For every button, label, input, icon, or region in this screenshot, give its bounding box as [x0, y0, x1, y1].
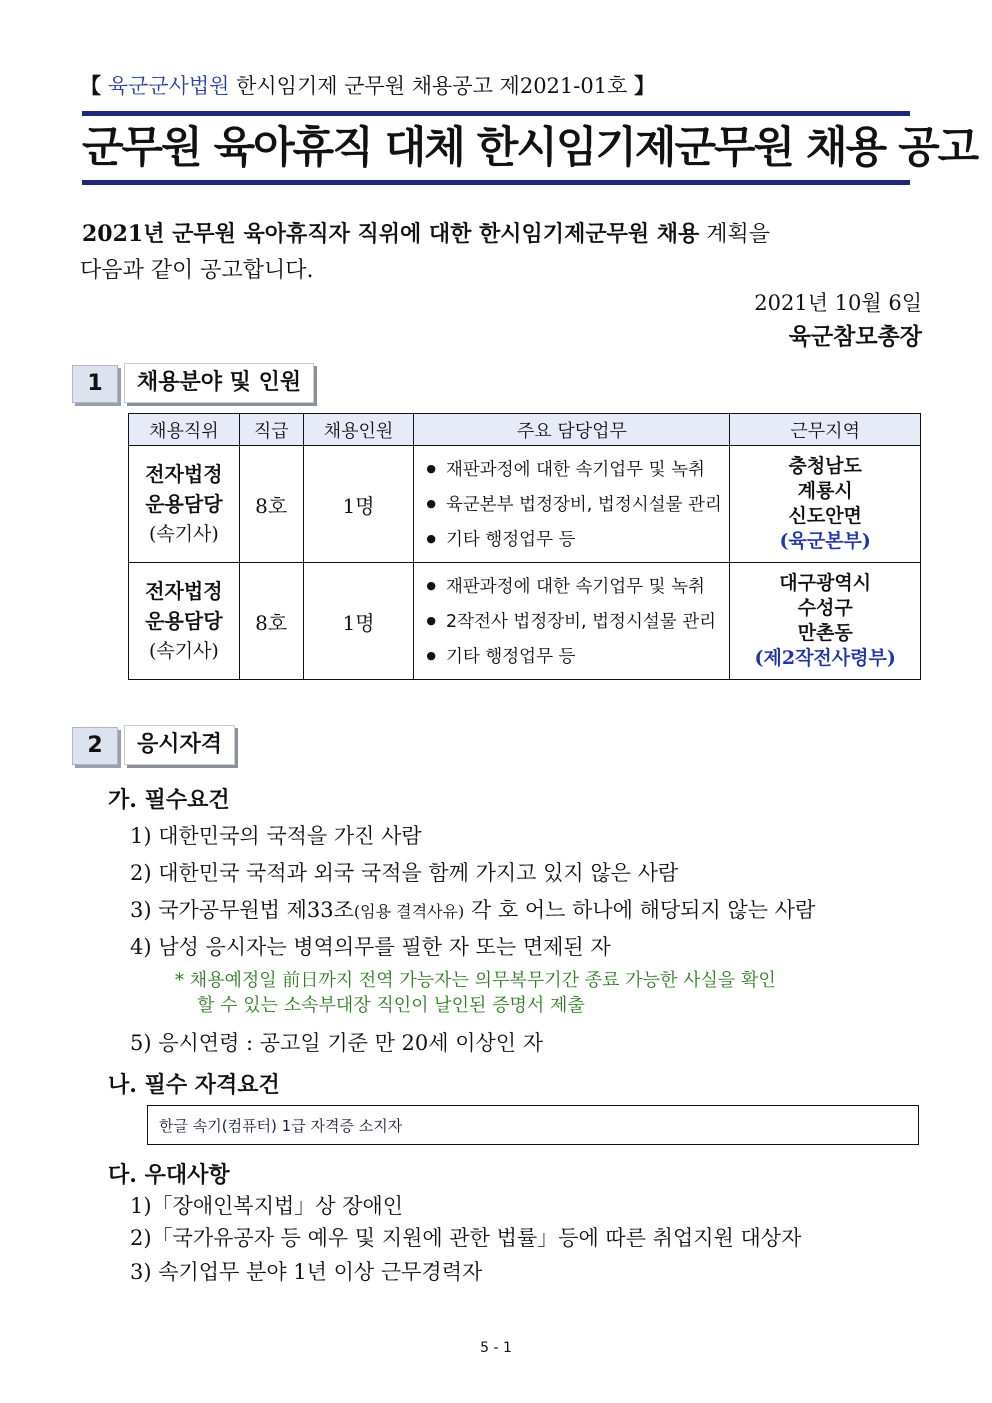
position-cell	[129, 446, 240, 563]
table-row	[129, 446, 921, 563]
required-qualification-box: 한글 속기(컴퓨터) 1급 자격증 소지자	[147, 1105, 919, 1145]
list-item: 2) 대한민국 국적과 외국 국적을 함께 가지고 있지 않은 사람	[130, 861, 679, 885]
section-2-title: 응시자격	[124, 725, 235, 765]
item3-small: (임용 결격사유)	[353, 902, 465, 921]
location-line: 대구광역시	[779, 572, 872, 594]
page-number: 5 - 1	[480, 1340, 512, 1356]
header-org: 육군군사법원	[107, 74, 230, 98]
location-line: 계룡시	[797, 480, 853, 502]
position-name: 전자법정	[145, 462, 223, 486]
subsection-a-heading: 가. 필수요건	[108, 787, 230, 813]
announcement-header	[80, 70, 655, 100]
count-cell: 1명	[303, 446, 414, 563]
location-line: 충청남도	[788, 455, 862, 477]
list-item: ● 기타 행정업무 등	[420, 639, 723, 674]
list-item: 1)「장애인복지법」상 장애인	[130, 1194, 404, 1218]
subsection-c-heading: 다. 우대사항	[108, 1162, 230, 1188]
section-1-title: 채용분야 및 인원	[124, 363, 314, 403]
duties-cell	[414, 563, 730, 680]
list-item: ● 재판과정에 대한 속기업무 및 녹취	[420, 569, 723, 604]
col-header-count: 채용인원	[303, 414, 414, 446]
title-rule-top	[82, 111, 910, 116]
location-unit: (육군본부)	[779, 530, 871, 552]
list-item: ● 2작전사 법정장비, 법정시설물 관리	[420, 604, 723, 639]
position-sub: (속기사)	[148, 523, 219, 545]
list-item: ● 기타 행정업무 등	[420, 522, 723, 557]
intro-line-1	[82, 217, 770, 248]
item3-text: 3) 국가공무원법 제33조	[130, 898, 354, 922]
title-rule-bottom	[82, 180, 910, 185]
location-line: 만촌동	[797, 622, 853, 644]
subsection-b-heading: 나. 필수 자격요건	[108, 1072, 280, 1098]
intro-bold: 2021년 군무원 육아휴직자 직위에 대한 한시임기제군무원 채용	[82, 221, 700, 247]
location-cell	[730, 563, 921, 680]
duties-list	[414, 452, 729, 557]
list-item: ● 육군본부 법정장비, 법정시설물 관리	[420, 487, 723, 522]
position-name: 전자법정	[145, 579, 223, 603]
location-line: 수성구	[797, 597, 853, 619]
grade-cell: 8호	[239, 446, 303, 563]
location-cell	[730, 446, 921, 563]
table-row	[129, 563, 921, 680]
duties-list	[414, 569, 729, 674]
position-cell	[129, 563, 240, 680]
list-item: 5) 응시연령 : 공고일 기준 만 20세 이상인 자	[130, 1031, 544, 1055]
bracket-close: 】	[634, 73, 656, 98]
position-name: 운용담당	[145, 492, 223, 516]
issuer: 육군참모총장	[788, 323, 922, 350]
list-item: ● 재판과정에 대한 속기업무 및 녹취	[420, 452, 723, 487]
col-header-position: 채용직위	[129, 414, 240, 446]
list-item	[130, 894, 815, 924]
col-header-grade: 직급	[239, 414, 303, 446]
recruitment-table	[128, 413, 921, 680]
grade-cell: 8호	[239, 563, 303, 680]
list-item: 1) 대한민국의 국적을 가진 사람	[130, 824, 422, 848]
military-note-line-2: 할 수 있는 소속부대장 직인이 날인된 증명서 제출	[197, 995, 585, 1016]
col-header-location: 근무지역	[730, 414, 921, 446]
intro-line-2: 다음과 같이 공고합니다.	[80, 258, 314, 283]
count-cell: 1명	[303, 563, 414, 680]
intro-tail: 계획을	[699, 222, 770, 247]
header-number: 한시임기제 군무원 채용공고 제2021-01호	[236, 74, 628, 98]
list-item: 2)「국가유공자 등 예우 및 지원에 관한 법률」등에 따른 취업지원 대상자	[130, 1226, 802, 1250]
position-sub: (속기사)	[148, 640, 219, 662]
list-item: 4) 남성 응시자는 병역의무를 필한 자 또는 면제된 자	[130, 935, 611, 959]
item3-tail: 각 호 어느 하나에 해당되지 않는 사람	[464, 898, 816, 922]
section-2-number: 2	[72, 727, 118, 765]
page-title: 군무원 육아휴직 대체 한시임기제군무원 채용 공고	[82, 123, 978, 173]
col-header-duties: 주요 담당업무	[414, 414, 730, 446]
position-name: 운용담당	[145, 609, 223, 633]
table-header-row	[129, 414, 921, 446]
section-1-number: 1	[72, 365, 118, 403]
bracket-open: 【	[80, 73, 101, 98]
list-item: 3) 속기업무 분야 1년 이상 근무경력자	[130, 1260, 483, 1284]
military-note-line-1: * 채용예정일 前日까지 전역 가능자는 의무복무기간 종료 가능한 사실을 확인	[175, 970, 776, 991]
location-line: 신도안면	[788, 505, 862, 527]
location-unit: (제2작전사령부)	[754, 647, 896, 669]
announcement-date: 2021년 10월 6일	[754, 291, 922, 315]
duties-cell	[414, 446, 730, 563]
